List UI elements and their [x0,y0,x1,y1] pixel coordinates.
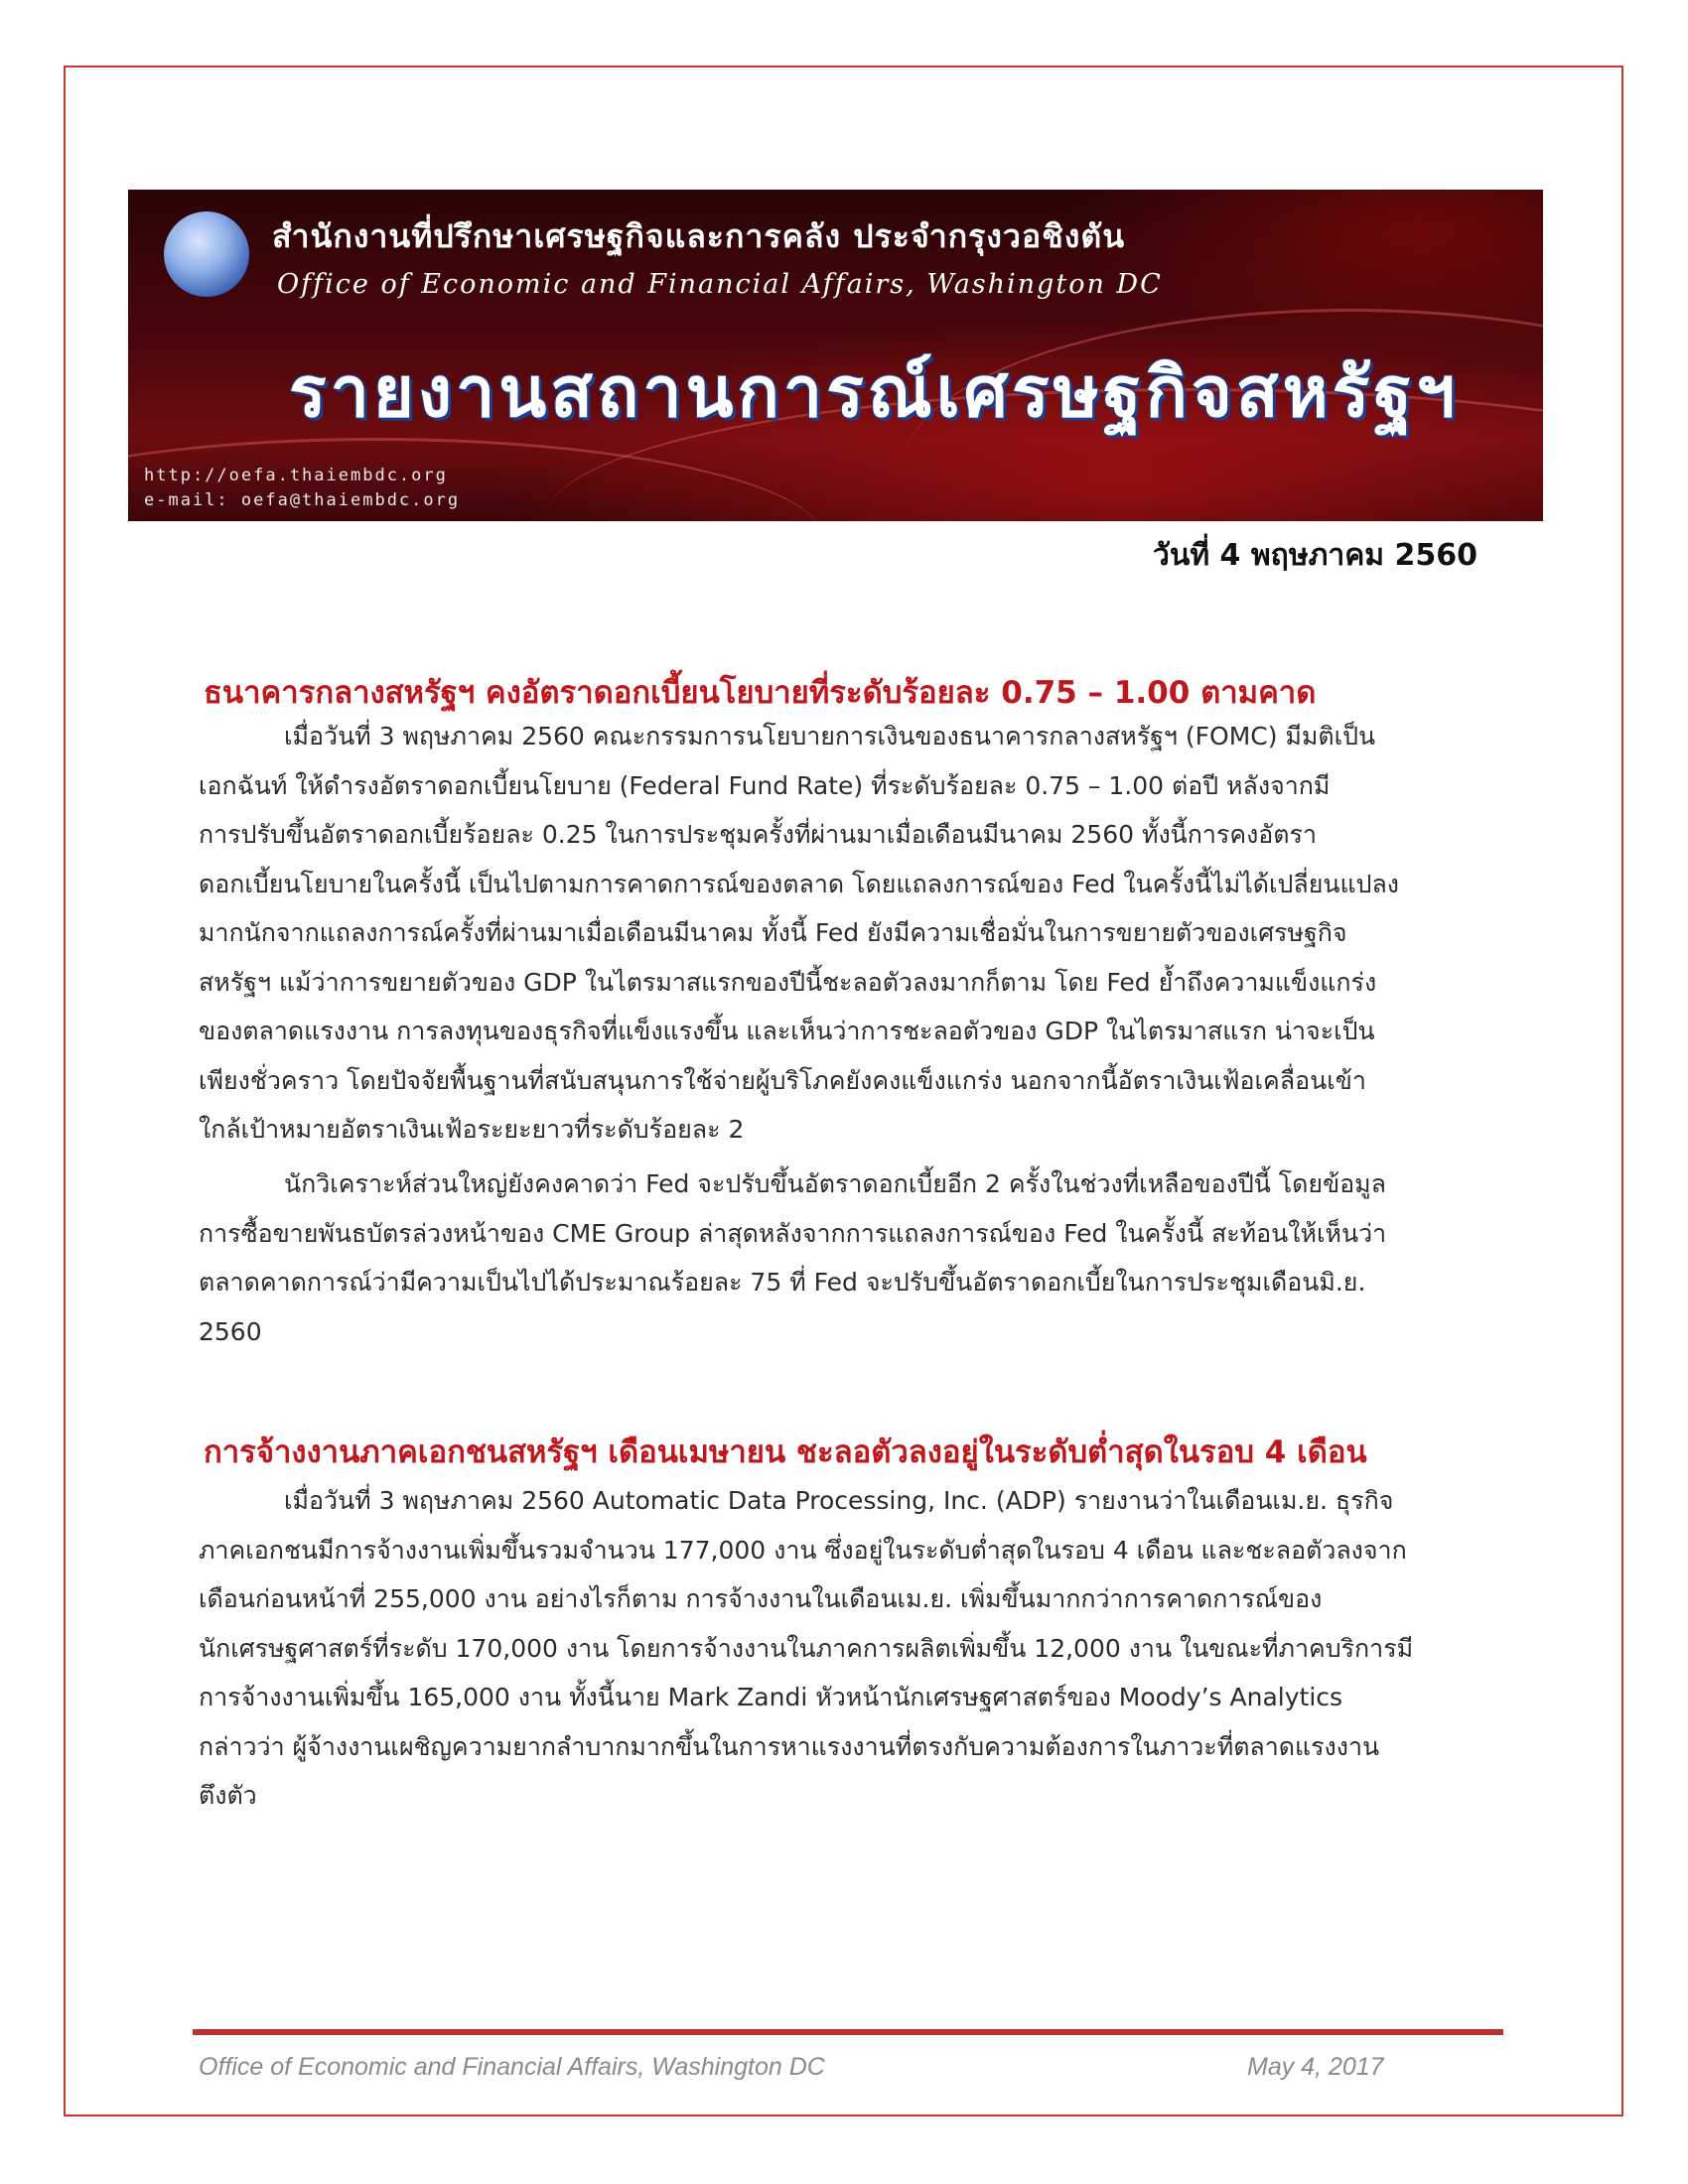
paragraph-line: เมื่อวันที่ 3 พฤษภาคม 2560 Automatic Data Processing, Inc. (ADP) รายงานว่าในเดือนเม.ย. ธุรกิจ [284,1486,1394,1515]
report-title: รายงานสถานการณ์เศรษฐกิจสหรัฐฯ [289,351,1460,433]
header-banner [128,190,1543,521]
paragraph-fed-decision [199,712,1501,1155]
paragraph-line: เมื่อวันที่ 3 พฤษภาคม 2560 คณะกรรมการนโยบายการเงินของธนาคารกลางสหรัฐฯ (FOMC) มีมติเป็น [284,722,1376,751]
report-date: วันที่ 4 พฤษภาคม 2560 [1152,538,1477,573]
paragraph-line: เดือนก่อนหน้าที่ 255,000 งาน อย่างไรก็ตาม การจ้างงานในเดือนเม.ย. เพิ่มขึ้นมากกว่าการคาดการณ์ของ [199,1584,1323,1613]
paragraph-line: กล่าวว่า ผู้จ้างงานเผชิญความยากลำบากมากขึ้นในการหาแรงงานที่ตรงกับความต้องการในภาวะที่ตลาดแรงงาน [199,1731,1380,1761]
paragraph-line: นักวิเคราะห์ส่วนใหญ่ยังคงคาดว่า Fed จะปรับขึ้นอัตราดอกเบี้ยอีก 2 ครั้งในช่วงที่เหลือของปีนี้ โดยข้อมูล [284,1169,1386,1198]
paragraph-line: เอกฉันท์ ให้ดำรงอัตราดอกเบี้ยนโยบาย (Federal Fund Rate) ที่ระดับร้อยละ 0.75 – 1.00 ต่อปี หลังจากมี [199,770,1331,800]
paragraph-line: นักเศรษฐศาสตร์ที่ระดับ 170,000 งาน โดยการจ้างงานในภาคการผลิตเพิ่มขึ้น 12,000 งาน ในขณะที่ภาคบริการมี [199,1633,1414,1663]
paragraph-line: ใกล้เป้าหมายอัตราเงินเฟ้อระยะยาวที่ระดับร้อยละ 2 [199,1115,745,1144]
paragraph-line: ตลาดคาดการณ์ว่ามีความเป็นไปได้ประมาณร้อยละ 75 ที่ Fed จะปรับขึ้นอัตราดอกเบี้ยในการประชุมเดือนมิ.ย. [199,1268,1366,1297]
footer-divider [193,2029,1503,2035]
section-title-private-employment: การจ้างงานภาคเอกชนสหรัฐฯ เดือนเมษายน ชะลอตัวลงอยู่ในระดับต่ำสุดในรอบ 4 เดือน [204,1434,1367,1470]
paragraph-line: 2560 [199,1316,262,1346]
paragraph-line: ภาคเอกชนมีการจ้างงานเพิ่มขึ้นรวมจำนวน 177,000 งาน ซึ่งอยู่ในระดับต่ำสุดในรอบ 4 เดือน และชะลอตัวลงจาก [199,1535,1407,1565]
paragraph-line: การปรับขึ้นอัตราดอกเบี้ยร้อยละ 0.25 ในการประชุมครั้งที่ผ่านมาเมื่อเดือนมีนาคม 2560 ทั้งนี้การคงอัตรา [199,820,1317,849]
paragraph-adp-report [199,1476,1501,1821]
org-name-thai: สำนักงานที่ปรึกษาเศรษฐกิจและการคลัง ประจำกรุงวอชิงตัน [272,217,1126,255]
footer-date: May 4, 2017 [1247,2053,1384,2081]
thai-garuda-emblem-icon [164,211,249,297]
paragraph-line: มากนักจากแถลงการณ์ครั้งที่ผ่านมาเมื่อเดือนมีนาคม ทั้งนี้ Fed ยังมีความเชื่อมั่นในการขยายตัวของเศรษฐกิจ [199,918,1347,947]
paragraph-line: การจ้างงานเพิ่มขึ้น 165,000 งาน ทั้งนี้นาย Mark Zandi หัวหน้านักเศรษฐศาสตร์ของ Moody’s Analytics [199,1683,1343,1711]
paragraph-line: ดอกเบี้ยนโยบายในครั้งนี้ เป็นไปตามการคาดการณ์ของตลาด โดยแถลงการณ์ของ Fed ในครั้งนี้ไม่ได้เปลี่ยนแปลง [199,869,1399,898]
paragraph-line: สหรัฐฯ แม้ว่าการขยายตัวของ GDP ในไตรมาสแรกของปีนี้ชะลอตัวลงมากก็ตาม โดย Fed ย้ำถึงความแข็งแกร่ง [199,967,1377,997]
website-url[interactable]: http://oefa.thaiembdc.org [144,466,448,485]
org-name-english: Office of Economic and Financial Affairs, Washington DC [277,269,1163,300]
paragraph-line: ตึงตัว [199,1781,257,1810]
section-title-fed-rate: ธนาคารกลางสหรัฐฯ คงอัตราดอกเบี้ยนโยบายที่ระดับร้อยละ 0.75 – 1.00 ตามคาด [204,675,1317,711]
paragraph-line: การซื้อขายพันธบัตรล่วงหน้าของ CME Group ล่าสุดหลังจากการแถลงการณ์ของ Fed ในครั้งนี้ สะท้อนให้เห็นว่า [199,1218,1387,1248]
footer-org-name: Office of Economic and Financial Affairs, Washington DC [199,2053,825,2081]
paragraph-line: เพียงชั่วคราว โดยปัจจัยพื้นฐานที่สนับสนุนการใช้จ่ายผู้บริโภคยังคงแข็งแกร่ง นอกจากนี้อัตราเงินเฟ้อเคลื่อนเข้า [199,1065,1366,1095]
paragraph-analyst-outlook [199,1160,1501,1356]
paragraph-line: ของตลาดแรงงาน การลงทุนของธุรกิจที่แข็งแรงขึ้น และเห็นว่าการชะลอตัวของ GDP ในไตรมาสแรก น่าจะเป็น [199,1017,1375,1045]
email-address[interactable]: e-mail: oefa@thaiembdc.org [144,490,461,510]
